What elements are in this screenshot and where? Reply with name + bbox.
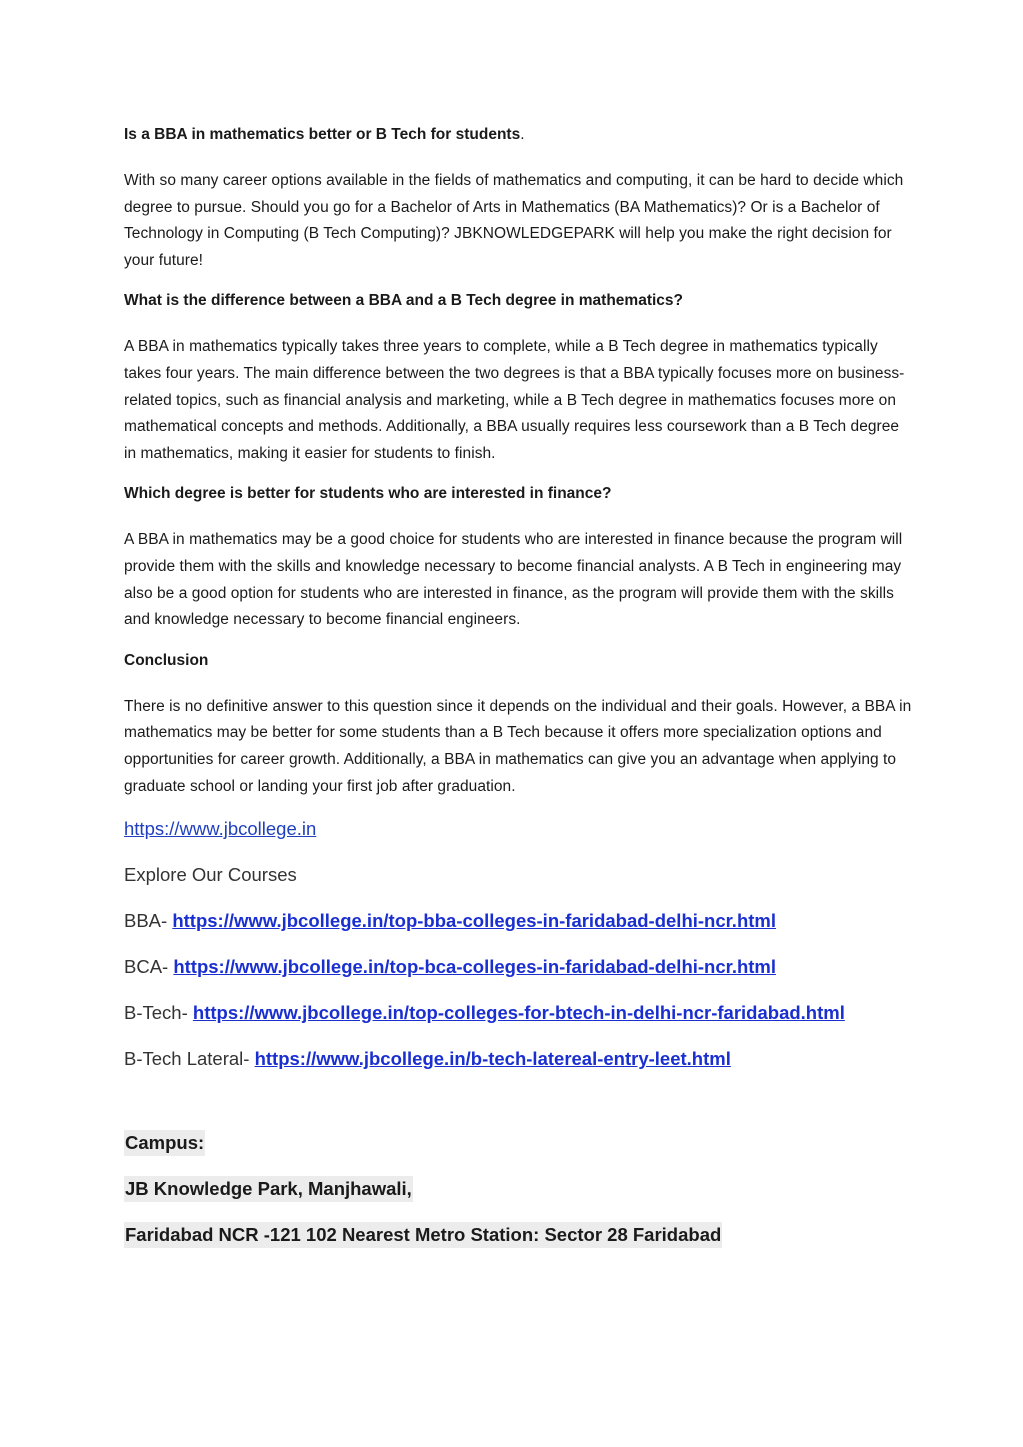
site-link-row: [124, 816, 914, 842]
intro-paragraph: With so many career options available in the fields of mathematics and computing, it can be hard to decide which degree to pursue. Should you go for a Bachelor of Arts in Mathematics (BA Mathematics)? Or is a Bachelor of Technology in Computing (B Tech Computing)? JBKNOWLEDGEPARK will help you make the right decision for your future!: [124, 172, 904, 269]
course-link-bba[interactable]: https://www.jbcollege.in/top-bba-colleges-in-faridabad-delhi-ncr.html: [172, 910, 776, 932]
course-row-btech: [124, 1000, 914, 1026]
page-title: Is a BBA in mathematics better or B Tech for students.: [124, 126, 525, 143]
course-link-btech-lateral[interactable]: https://www.jbcollege.in/b-tech-latereal-entry-leet.html: [254, 1048, 731, 1070]
section-heading-finance: Which degree is better for students who are interested in finance?: [124, 485, 612, 503]
course-row-bca: [124, 954, 914, 980]
section-body-conclusion: There is no definitive answer to this question since it depends on the individual and their goals. However, a BBA in mathematics may be better for some students than a B Tech because it offers more specialization options and opportunities for career growth. Additionally, a BBA in mathematics can give you an advantage when applying to graduate school or landing your first job after graduation.: [124, 697, 912, 795]
course-row-bba: [124, 908, 914, 934]
campus-address-line2: Faridabad NCR -121 102 Nearest Metro Station: Sector 28 Faridabad: [124, 1222, 722, 1248]
course-link-btech[interactable]: https://www.jbcollege.in/top-colleges-for-btech-in-delhi-ncr-faridabad.html: [192, 1002, 845, 1024]
course-link-bca[interactable]: https://www.jbcollege.in/top-bca-colleges-in-faridabad-delhi-ncr.html: [173, 956, 777, 978]
section-heading-difference: What is the difference between a BBA and a B Tech degree in mathematics?: [124, 292, 683, 310]
document-page: [124, 124, 914, 1268]
site-link[interactable]: https://www.jbcollege.in: [124, 818, 317, 840]
course-label-bba: BBA-: [124, 910, 173, 932]
section-body-difference: A BBA in mathematics typically takes three years to complete, while a B Tech degree in mathematics typically takes four years. The main difference between the two degrees is that a BBA typically focuses more on business-related topics, such as financial analysis and marketing, while a B Tech degree in mathematics focuses more on mathematical concepts and methods. Additionally, a BBA usually requires less coursework than a B Tech degree in mathematics, making it easier for students to finish.: [124, 338, 905, 462]
campus-label: Campus:: [124, 1130, 205, 1156]
course-label-btech-lateral: B-Tech Lateral-: [124, 1048, 255, 1070]
course-label-btech: B-Tech-: [124, 1002, 193, 1024]
campus-block: [124, 1130, 914, 1268]
campus-address-line1: JB Knowledge Park, Manjhawali,: [124, 1176, 413, 1202]
explore-courses-heading: Explore Our Courses: [124, 864, 297, 886]
section-body-finance: A BBA in mathematics may be a good choice for students who are interested in finance because the program will provide them with the skills and knowledge necessary to become financial analysts. A B Tech in engineering may also be a good option for students who are interested in finance, as the program will provide them with the skills and knowledge necessary to become financial engineers.: [124, 531, 903, 629]
course-label-bca: BCA-: [124, 956, 174, 978]
course-row-btech-lateral: [124, 1046, 914, 1072]
section-heading-conclusion: Conclusion: [124, 651, 209, 669]
